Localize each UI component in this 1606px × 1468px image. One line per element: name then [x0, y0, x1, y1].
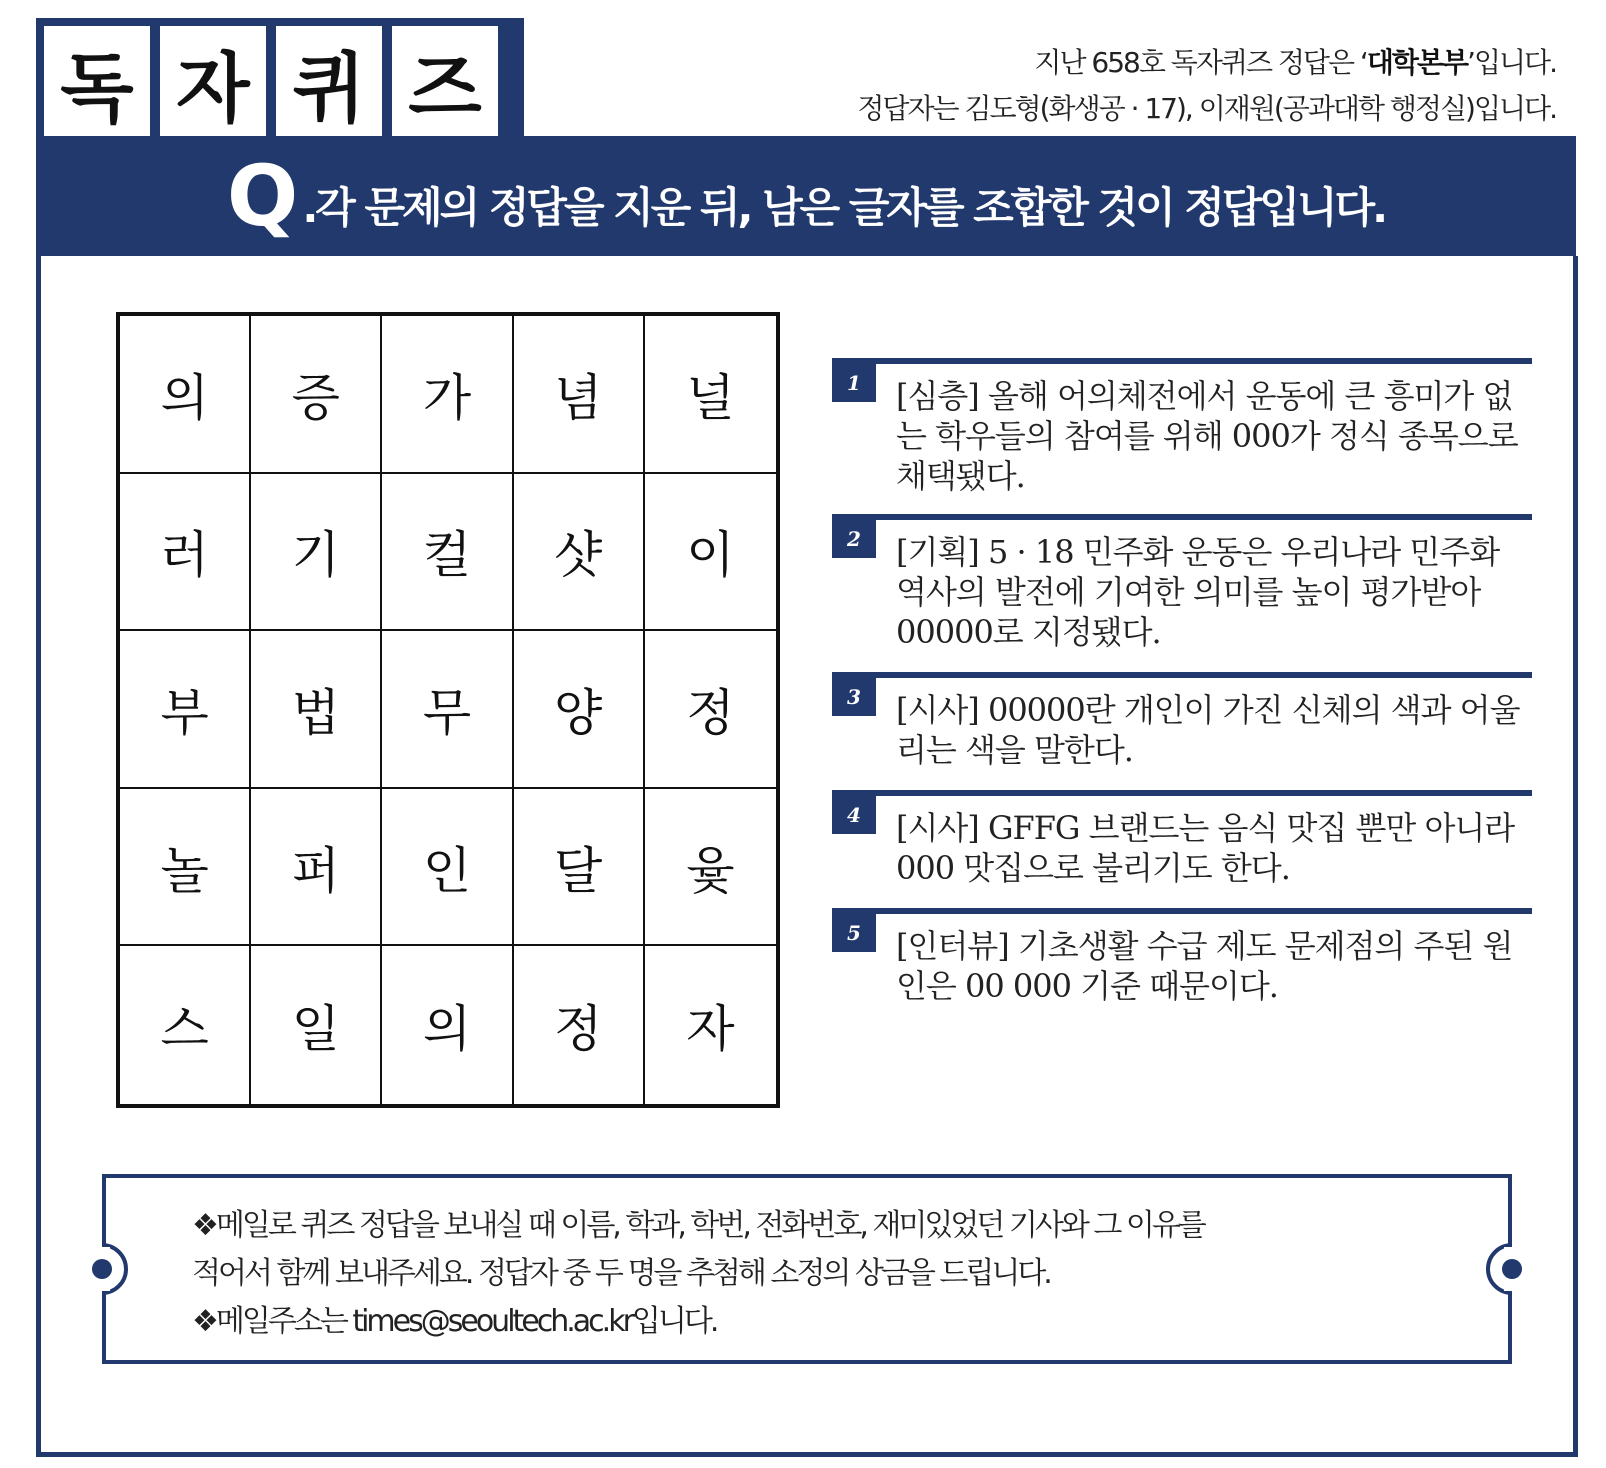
title-char-1: 독: [44, 26, 150, 138]
title-boxes: [36, 18, 524, 144]
mail-line-2: 적어서 함께 보내주세요. 정답자 중 두 명을 추첨해 소정의 상금을 드립니다.: [192, 1256, 1050, 1291]
question-letter: Q: [226, 147, 299, 245]
grid-cell: 달: [514, 789, 645, 947]
grid-cell: 러: [120, 474, 251, 632]
clue-text: [기획] 5 · 18 민주화 운동은 우리나라 민주화 역사의 발전에 기여한 의미를 높이 평가받아 00000로 지정됐다.: [896, 533, 1500, 651]
grid-cell: 부: [120, 631, 251, 789]
grid-cell: 의: [120, 316, 251, 474]
grid-cell: 의: [382, 946, 513, 1104]
grid-cell: 스: [120, 946, 251, 1104]
previous-answer-prefix: 지난 658호 독자퀴즈 정답은 ‘: [1034, 46, 1367, 79]
clue-number-badge: 2: [832, 520, 876, 558]
previous-answer-suffix: ’입니다.: [1467, 46, 1556, 79]
grid-cell: 법: [251, 631, 382, 789]
ticket-dot-left: [92, 1259, 112, 1279]
grid-cell: 양: [514, 631, 645, 789]
clue-number-badge: 1: [832, 364, 876, 402]
previous-answer-notice: [857, 40, 1556, 132]
grid-cell: 념: [514, 316, 645, 474]
previous-winners-line: 정답자는 김도형(화생공 · 17), 이재원(공과대학 행정실)입니다.: [857, 92, 1556, 125]
grid-cell: 일: [251, 946, 382, 1104]
clue-rule: [832, 514, 1532, 520]
grid-cell: 기: [251, 474, 382, 632]
grid-cell: 무: [382, 631, 513, 789]
grid-cell: 널: [645, 316, 776, 474]
grid-cell: 가: [382, 316, 513, 474]
clue-rule: [832, 790, 1532, 796]
clue-text: [인터뷰] 기초생활 수급 제도 문제점의 주된 원인은 00 000 기준 때문이다.: [896, 927, 1513, 1005]
clue-number-badge: 5: [832, 914, 876, 952]
clue-text: [심층] 올해 어의체전에서 운동에 큰 흥미가 없는 학우들의 참여를 위해 000가 정식 종목으로 채택됐다.: [896, 377, 1518, 495]
grid-cell: 자: [686, 1000, 735, 1059]
previous-answer: 대학본부: [1366, 46, 1468, 79]
grid-cell: 증: [251, 316, 382, 474]
clue-number-badge: 4: [832, 796, 876, 834]
grid-cell: 컬: [382, 474, 513, 632]
letter-grid: [116, 312, 780, 1108]
clue-text: [시사] GFFG 브랜드는 음식 맛집 뿐만 아니라 000 맛집으로 불리기도 한다.: [896, 809, 1515, 887]
grid-cell: 윷: [645, 789, 776, 947]
mail-line-1: ❖메일로 퀴즈 정답을 보내실 때 이름, 학과, 학번, 전화번호, 재미있었던 기사와 그 이유를: [192, 1208, 1204, 1243]
clue-rule: [832, 672, 1532, 678]
grid-cell: 퍼: [251, 789, 382, 947]
grid-cell: 놀: [120, 789, 251, 947]
grid-cell: 정: [514, 946, 645, 1104]
grid-cell: 샷: [514, 474, 645, 632]
title-char-3: 퀴: [276, 26, 382, 138]
previous-answer-line-1: [857, 40, 1556, 86]
title-char-2: 자: [160, 26, 266, 138]
mail-line-3: ❖메일주소는 times@seoultech.ac.kr입니다.: [192, 1304, 717, 1339]
title-char-4: 즈: [392, 26, 498, 138]
question-text: .각 문제의 정답을 지운 뒤, 남은 글자를 조합한 것이 정답입니다.: [302, 183, 1386, 232]
ticket-dot-right: [1502, 1259, 1522, 1279]
grid-cell: 정: [645, 631, 776, 789]
grid-cell: 이: [645, 474, 776, 632]
clue-number-badge: 3: [832, 678, 876, 716]
mail-instructions-box: [102, 1174, 1512, 1364]
clue-text: [시사] 00000란 개인이 가진 신체의 색과 어울리는 색을 말한다.: [896, 691, 1520, 769]
grid-cell: 인: [382, 789, 513, 947]
clue-rule: [832, 358, 1532, 364]
clue-rule: [832, 908, 1532, 914]
question-bar: [36, 136, 1576, 256]
